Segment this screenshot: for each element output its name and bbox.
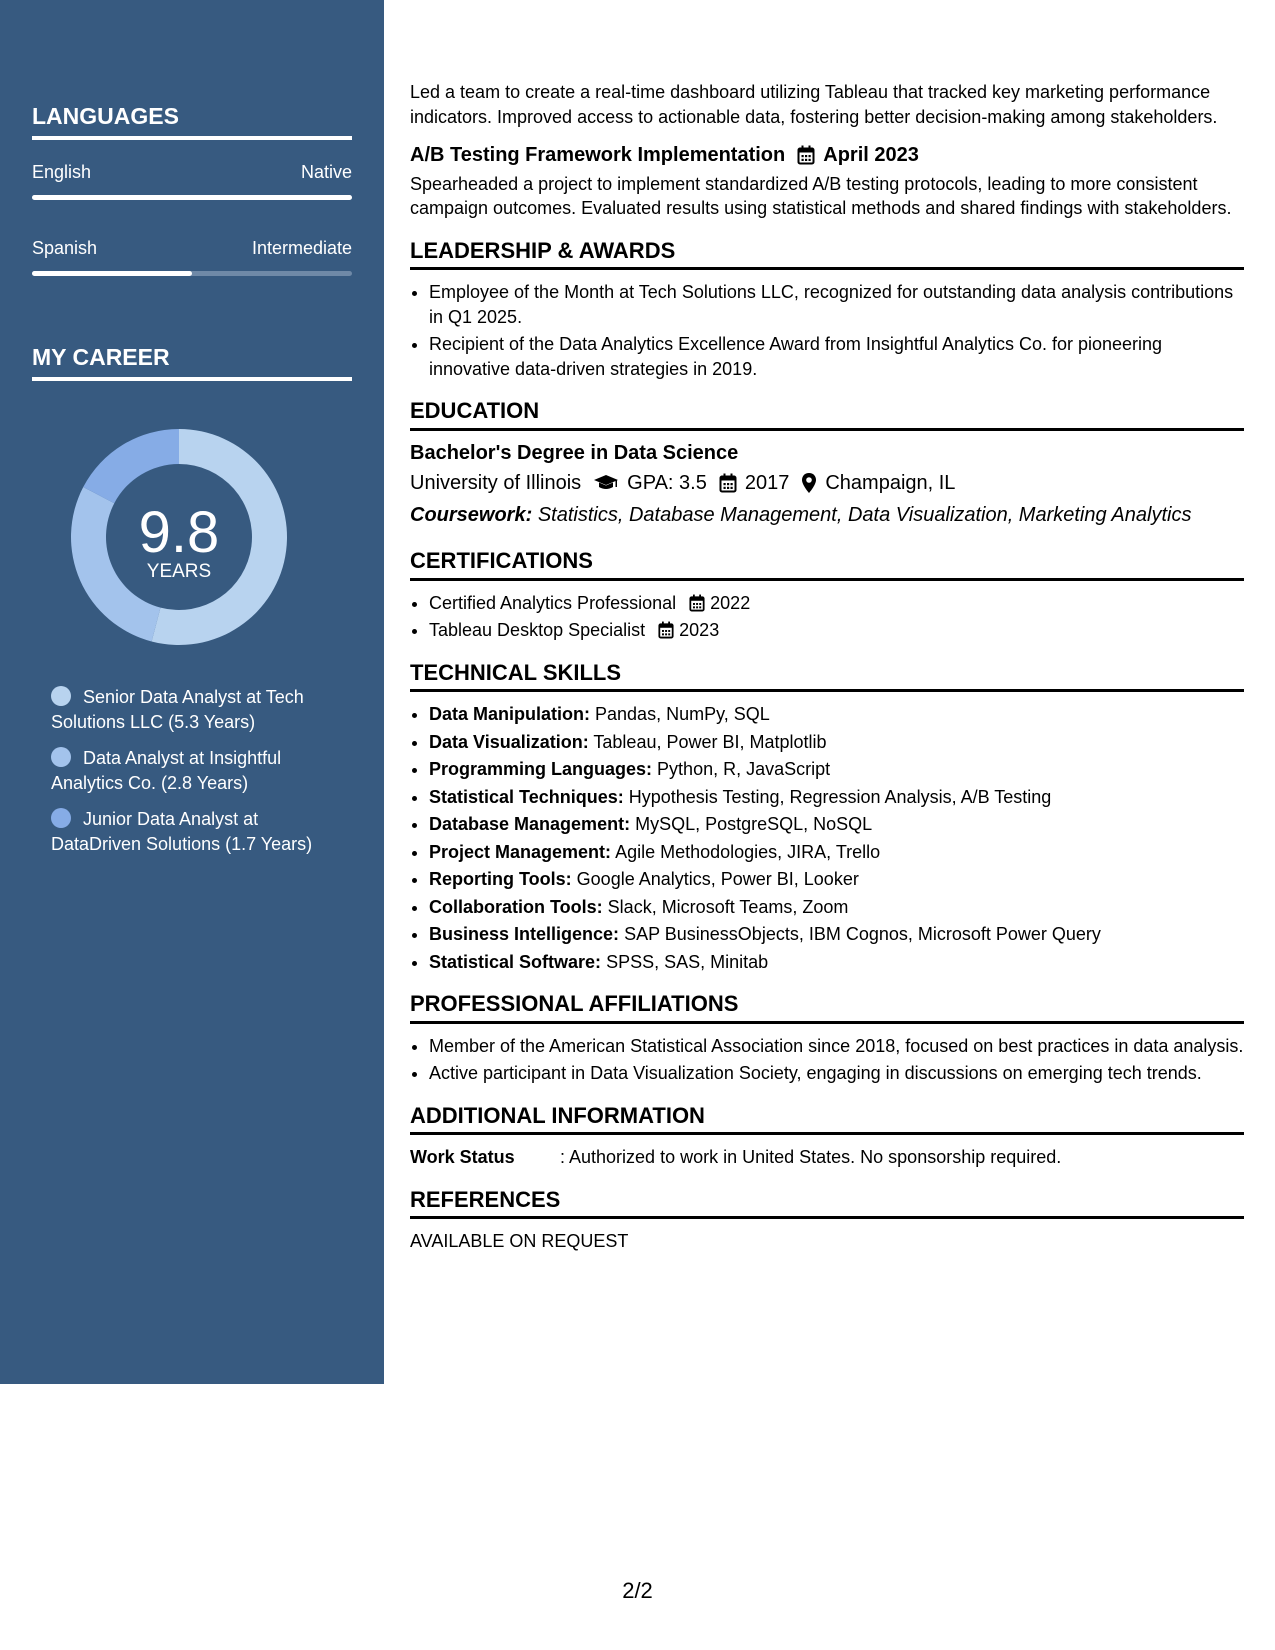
calendar-icon <box>719 473 737 493</box>
list-item: • Employee of the Month at Tech Solutions LLC, recognized for outstanding data analysis contributions in Q1 2025. <box>429 280 1244 329</box>
gpa: GPA: 3.5 <box>627 472 707 494</box>
project-title-row <box>410 143 1244 168</box>
references-text: AVAILABLE ON REQUEST <box>410 1231 629 1251</box>
skill-label: Statistical Techniques: <box>429 786 624 807</box>
skill-label: Statistical Software: <box>429 951 602 972</box>
career-donut-segment <box>83 429 179 503</box>
calendar-icon <box>689 594 705 612</box>
certifications-heading: CERTIFICATIONS <box>410 549 1244 581</box>
coursework-text: Statistics, Database Management, Data Visualization, Marketing Analytics <box>537 503 1192 526</box>
skill-value: SAP BusinessObjects, IBM Cognos, Microsoft Power Query <box>624 924 1101 944</box>
career-section <box>32 344 352 381</box>
career-legend-label: Junior Data Analyst at DataDriven Solutions (1.7 Years) <box>51 809 313 854</box>
career-total-value: 9.8 <box>138 500 220 565</box>
languages-section <box>32 103 352 276</box>
school-name: University of Illinois <box>410 472 582 494</box>
skill-item <box>429 867 1244 892</box>
coursework-label: Coursework: <box>410 503 533 526</box>
skill-item <box>429 702 1244 727</box>
skill-item <box>429 950 1244 975</box>
list-item: • Recipient of the Data Analytics Excellence Award from Insightful Analytics Co. for pioneering innovative data-driven strategies in 2019. <box>429 332 1244 381</box>
work-status-row <box>410 1145 1244 1170</box>
location-pin-icon <box>801 472 817 494</box>
affiliations-heading: PROFESSIONAL AFFILIATIONS <box>410 992 1244 1024</box>
skill-item <box>429 895 1244 920</box>
skill-value: Google Analytics, Power BI, Looker <box>576 869 859 889</box>
degree-title: Bachelor's Degree in Data Science <box>410 441 739 464</box>
language-name: English <box>32 162 92 182</box>
legend-dot-icon <box>51 808 71 828</box>
project-date: April 2023 <box>823 144 919 166</box>
skill-item <box>429 812 1244 837</box>
skill-label: Reporting Tools: <box>429 869 572 889</box>
languages-heading: LANGUAGES <box>32 103 352 140</box>
language-item <box>32 238 352 276</box>
career-legend-item <box>51 685 351 735</box>
certifications-list <box>410 591 1244 643</box>
language-proficiency-bar <box>32 195 352 200</box>
project-description: Spearheaded a project to implement standardized A/B testing protocols, leading to more consistent campaign outcomes. Evaluated results using statistical methods and shared findings with stakeholders. <box>410 173 1232 218</box>
language-proficiency-fill <box>32 271 192 276</box>
certification-name: Certified Analytics Professional <box>429 592 677 613</box>
calendar-icon <box>797 145 815 165</box>
language-proficiency-fill <box>32 195 352 200</box>
career-total-unit: YEARS <box>146 561 212 582</box>
career-legend-label: Data Analyst at Insightful Analytics Co. (2.8 Years) <box>51 748 282 793</box>
location: Champaign, IL <box>825 472 956 494</box>
career-legend-label: Senior Data Analyst at Tech Solutions LLC (5.3 Years) <box>51 687 304 732</box>
skill-value: Python, R, JavaScript <box>657 759 831 779</box>
leadership-list <box>410 280 1244 381</box>
language-level: Native <box>300 162 352 182</box>
skill-label: Project Management: <box>429 841 612 862</box>
certification-item <box>429 591 1244 616</box>
skill-value: Tableau, Power BI, Matplotlib <box>593 731 827 752</box>
page-number: 2/2 <box>622 1578 653 1603</box>
career-legend-item <box>51 746 351 796</box>
skills-list <box>410 702 1244 974</box>
list-item: • Active participant in Data Visualization Society, engaging in discussions on emerging tech trends. <box>429 1061 1244 1086</box>
graduation-year: 2017 <box>744 472 790 494</box>
career-legend-item <box>51 807 351 857</box>
skill-item <box>429 785 1244 810</box>
work-status-value: : Authorized to work in United States. No sponsorship required. <box>560 1147 1062 1167</box>
certification-year: 2022 <box>710 592 751 613</box>
skill-value: Hypothesis Testing, Regression Analysis, A/B Testing <box>628 786 1052 807</box>
references-heading: REFERENCES <box>410 1188 1244 1220</box>
additional-info-heading: ADDITIONAL INFORMATION <box>410 1104 1244 1136</box>
skill-label: Programming Languages: <box>429 759 653 779</box>
skill-value: Slack, Microsoft Teams, Zoom <box>607 896 849 917</box>
work-status-label: Work Status <box>410 1147 515 1167</box>
coursework <box>410 503 1244 528</box>
career-donut-chart <box>66 424 292 650</box>
graduation-cap-icon <box>593 474 619 492</box>
language-proficiency-bar <box>32 271 352 276</box>
language-name: Spanish <box>32 238 98 258</box>
skill-item <box>429 757 1244 782</box>
skill-item <box>429 730 1244 755</box>
skills-heading: TECHNICAL SKILLS <box>410 661 1244 693</box>
affiliations-list <box>410 1034 1244 1086</box>
legend-dot-icon <box>51 686 71 706</box>
calendar-icon <box>658 621 674 639</box>
sidebar <box>0 0 384 1384</box>
career-legend <box>51 685 351 868</box>
main-content <box>410 80 1244 1254</box>
certification-item <box>429 618 1244 643</box>
skill-label: Business Intelligence: <box>429 924 620 944</box>
skill-item <box>429 922 1244 947</box>
skill-label: Collaboration Tools: <box>429 896 603 917</box>
education-details <box>410 471 1244 496</box>
language-item <box>32 162 352 200</box>
skill-label: Database Management: <box>429 814 631 834</box>
legend-dot-icon <box>51 747 71 767</box>
skill-value: Pandas, NumPy, SQL <box>595 704 770 724</box>
skill-value: Agile Methodologies, JIRA, Trello <box>615 841 881 862</box>
career-heading: MY CAREER <box>32 344 352 381</box>
list-item: • Member of the American Statistical Association since 2018, focused on best practices in data analysis. <box>429 1034 1244 1059</box>
language-level: Intermediate <box>251 238 352 258</box>
skill-label: Data Visualization: <box>429 731 589 752</box>
skill-item <box>429 840 1244 865</box>
leadership-heading: LEADERSHIP & AWARDS <box>410 239 1244 271</box>
project-title: A/B Testing Framework Implementation <box>410 144 786 166</box>
certification-name: Tableau Desktop Specialist <box>429 620 646 640</box>
project-intro-text: Led a team to create a real-time dashboard utilizing Tableau that tracked key marketing performance indicators. Improved access to actionable data, fostering better decision-making among stakeholders. <box>410 82 1218 127</box>
certification-year: 2023 <box>679 620 720 640</box>
skill-value: MySQL, PostgreSQL, NoSQL <box>635 814 873 834</box>
skill-value: SPSS, SAS, Minitab <box>606 951 769 972</box>
education-heading: EDUCATION <box>410 399 1244 431</box>
skill-label: Data Manipulation: <box>429 704 590 724</box>
